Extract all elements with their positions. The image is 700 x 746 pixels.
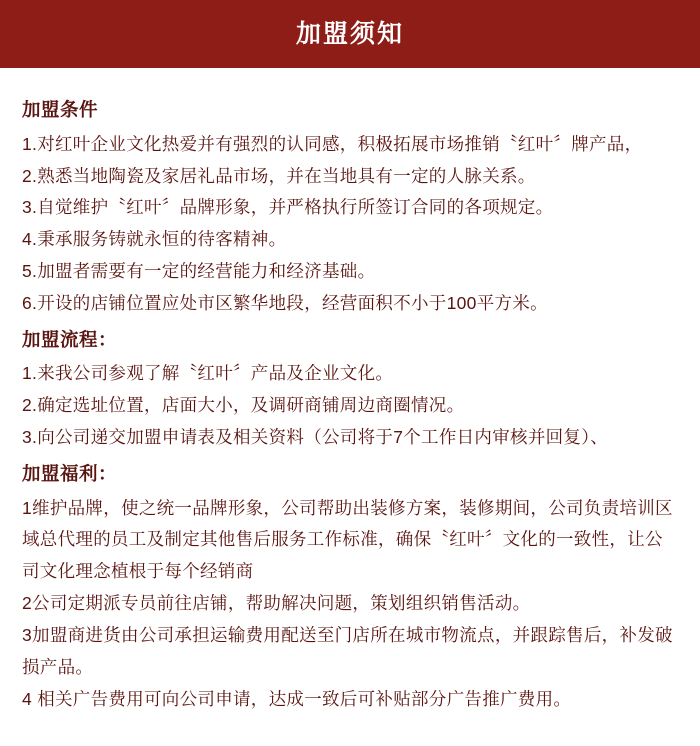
list-item: 2公司定期派专员前往店铺，帮助解决问题，策划组织销售活动。	[22, 593, 531, 614]
section-title: 加盟条件	[22, 99, 99, 120]
list-item: 3.自觉维护〝红叶〞品牌形象，并严格执行所签订合同的各项规定。	[22, 197, 554, 218]
list-item: 3加盟商进货由公司承担运输费用配送至门店所在城市物流点，并跟踪售后，补发破损产品。	[22, 624, 673, 677]
list-item: 1.来我公司参观了解〝红叶〞产品及企业文化。	[22, 363, 394, 384]
section-conditions	[22, 96, 678, 320]
section-title: 加盟流程：	[22, 328, 118, 350]
list-item: 5.加盟者需要有一定的经营能力和经济基础。	[22, 261, 376, 282]
document-content	[0, 68, 700, 716]
list-item: 2.确定选址位置，店面大小，及调研商铺周边商圈情况。	[22, 395, 465, 416]
list-item: 6.开设的店铺位置应处市区繁华地段，经营面积不小于100平方米。	[22, 292, 548, 313]
page-header	[0, 0, 700, 68]
page-title: 加盟须知	[295, 19, 404, 48]
list-item: 2.熟悉当地陶瓷及家居礼品市场，并在当地具有一定的人脉关系。	[22, 165, 536, 186]
list-item: 4.秉承服务铸就永恒的待客精神。	[22, 229, 287, 250]
section-benefits	[22, 460, 678, 716]
list-item: 3.向公司递交加盟申请表及相关资料（公司将于7个工作日内审核并回复）、	[22, 427, 609, 448]
list-item: 1维护品牌，使之统一品牌形象，公司帮助出装修方案，装修期间，公司负责培训区域总代理的员工及制定其他售后服务工作标准，确保〝红叶〞文化的一致性，让公司文化理念植根于每个经销商	[22, 497, 673, 582]
section-title: 加盟福利：	[22, 462, 118, 484]
list-item: 4 相关广告费用可向公司申请，达成一致后可补贴部分广告推广费用。	[22, 688, 572, 709]
section-process	[22, 326, 678, 454]
list-item: 1.对红叶企业文化热爱并有强烈的认同感，积极拓展市场推销〝红叶〞牌产品，	[22, 133, 643, 154]
